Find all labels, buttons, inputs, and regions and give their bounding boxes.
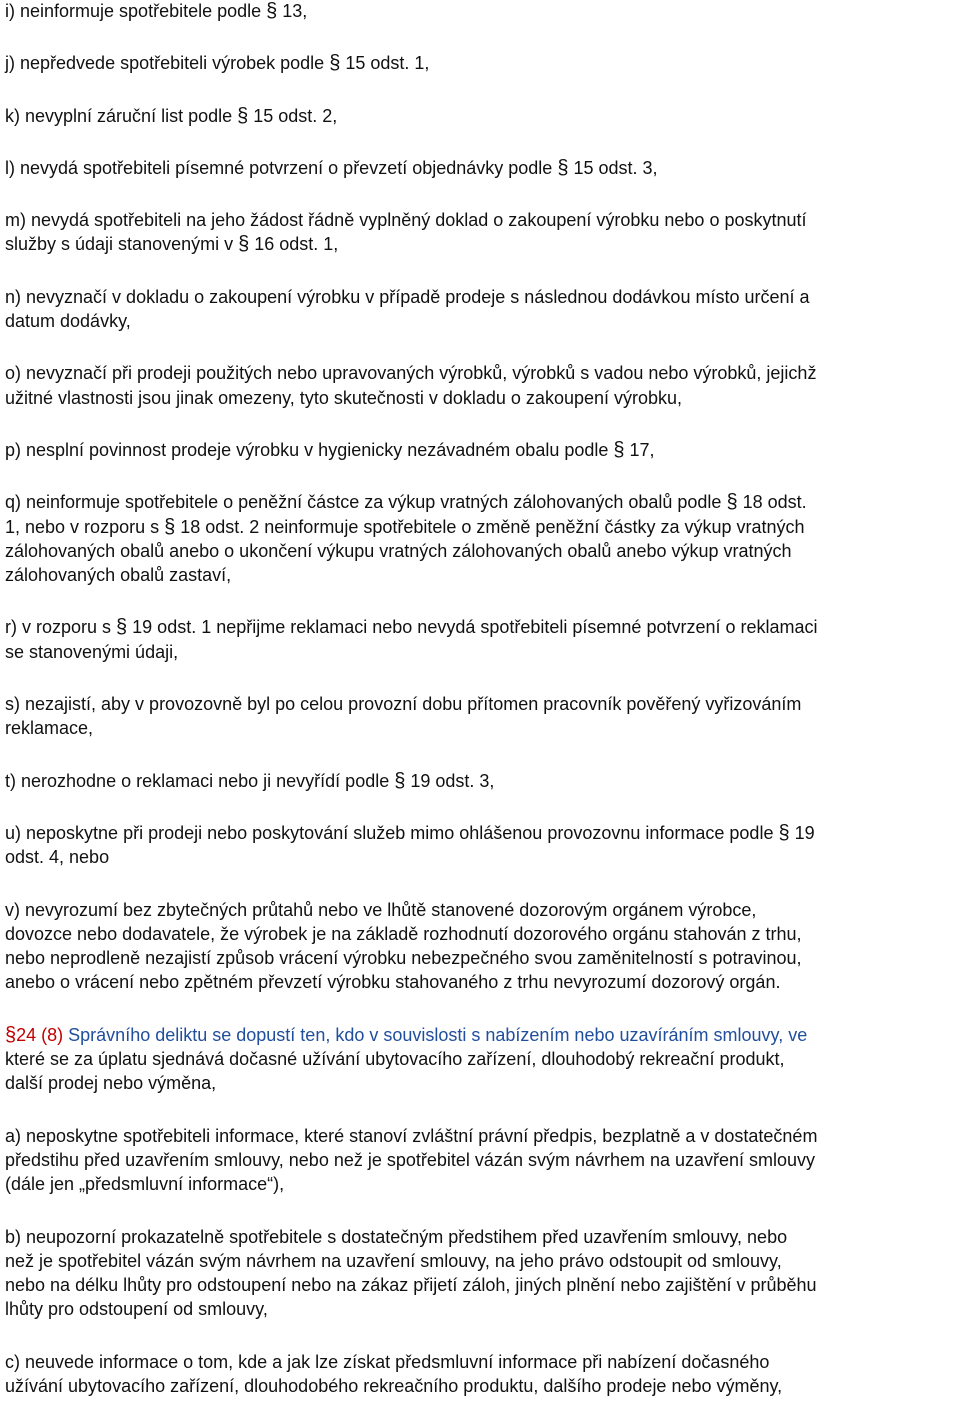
item-a-line: předstihu před uzavřením smlouvy, nebo než je spotřebitel vázán svým návrhem na uzavření smlouvy — [5, 1149, 816, 1170]
item-t-ref: 19 odst. 3, — [405, 770, 495, 791]
item-q-line — [5, 515, 957, 539]
item-m-line — [5, 232, 957, 256]
item-a-line: a) neposkytne spotřebiteli informace, které stanoví zvláštní právní předpis, bezplatně a v dostatečném — [5, 1125, 818, 1146]
section-sign: § — [237, 104, 249, 127]
section-sign: § — [238, 233, 250, 256]
item-k-text: k) nevyplní záruční list podle — [5, 105, 238, 126]
item-p-ref: 17, — [624, 439, 655, 460]
item-s-line: reklamace, — [5, 718, 94, 739]
item-i — [5, 0, 957, 23]
document-page — [5, 0, 957, 1398]
item-t-text: t) nerozhodne o reklamaci nebo ji nevyřídí podle — [5, 770, 395, 791]
item-q-text: 1, nebo v rozporu s — [5, 516, 165, 537]
item-u-text: u) neposkytne při prodeji nebo poskytování služeb mimo ohlášenou provozovnu informace podle — [5, 822, 779, 843]
item-l-ref: 15 odst. 3, — [568, 157, 658, 178]
item-r-line — [5, 615, 957, 639]
item-o — [5, 361, 957, 410]
item-n-line: n) nevyznačí v dokladu o zakoupení výrobku v případě prodeje s následnou dodávkou místo určení a — [5, 286, 810, 307]
item-j-text: j) nepředvede spotřebiteli výrobek podle — [5, 53, 330, 74]
item-c — [5, 1350, 957, 1399]
item-j — [5, 51, 957, 75]
item-a-line: (dále jen „předsmluvní informace“), — [5, 1174, 285, 1195]
item-l — [5, 156, 957, 180]
item-m-ref: 16 odst. 1, — [249, 234, 339, 255]
item-o-line: užitné vlastnosti jsou jinak omezeny, tyto skutečnosti v dokladu o zakoupení výrobku, — [5, 387, 683, 408]
item-v-line: anebo o vrácení nebo zpětném převzetí výrobku stahovaného z trhu nevyrozumí dozorový orgán. — [5, 972, 781, 993]
item-m — [5, 208, 957, 257]
item-b — [5, 1225, 957, 1322]
item-o-line: o) nevyznačí při prodeji použitých nebo upravovaných výrobků, výrobků s vadou nebo výrobků, jejichž — [5, 363, 817, 384]
item-v — [5, 898, 957, 995]
item-n — [5, 285, 957, 334]
item-u-line: odst. 4, nebo — [5, 847, 110, 868]
item-q-line — [5, 490, 957, 514]
item-s-line: s) nezajistí, aby v provozovně byl po celou provozní dobu přítomen pracovník pověřený vyřizováním — [5, 694, 802, 715]
item-c-line: užívání ubytovacího zařízení, dlouhodobého rekreačního produktu, dalšího prodeje nebo výměny, — [5, 1375, 783, 1396]
paragraph-24-text: Správního deliktu se dopustí ten, kdo v souvislosti s nabízením nebo uzavíráním smlouvy, ve — [63, 1024, 808, 1045]
item-j-ref: 15 odst. 1, — [340, 53, 430, 74]
item-u — [5, 821, 957, 870]
item-r-ref: 19 odst. 1 nepřijme reklamaci nebo nevydá spotřebiteli písemné potvrzení o reklamaci — [127, 617, 818, 638]
item-q-line: zálohovaných obalů anebo o ukončení výkupu vratných zálohovaných obalů anebo výkup vratných — [5, 540, 792, 561]
item-v-line: v) nevyrozumí bez zbytečných průtahů nebo ve lhůtě stanovené dozorovým orgánem výrobce, — [5, 899, 757, 920]
section-sign: § — [778, 821, 790, 844]
item-b-line: b) neupozorní prokazatelně spotřebitele s dostatečným předstihem před uzavřením smlouvy, nebo — [5, 1226, 788, 1247]
item-u-line — [5, 821, 957, 845]
item-k — [5, 104, 957, 128]
item-u-ref: 19 — [789, 822, 815, 843]
item-b-line: lhůty pro odstoupení od smlouvy, — [5, 1299, 268, 1320]
item-q-ref: 18 odst. — [737, 492, 807, 513]
item-a — [5, 1124, 957, 1197]
item-q-ref: 18 odst. 2 neinformuje spotřebitele o změně peněžní částky za výkup vratných — [175, 516, 805, 537]
paragraph-24-line — [5, 1023, 957, 1047]
item-p-text: p) nesplní povinnost prodeje výrobku v hygienicky nezávadném obalu podle — [5, 439, 614, 460]
item-t — [5, 769, 957, 793]
item-l-text: l) nevydá spotřebiteli písemné potvrzení o převzetí objednávky podle — [5, 157, 558, 178]
item-i-text: i) neinformuje spotřebitele podle — [5, 1, 267, 21]
item-v-line: nebo neprodleně nezajistí způsob vrácení výrobku nebezpečného svou zaměnitelností s potravinou, — [5, 948, 802, 969]
item-r-text: r) v rozporu s — [5, 617, 117, 638]
item-v-line: dovozce nebo dodavatele, že výrobek je na základě rozhodnutí dozorového orgánu stahován z trhu, — [5, 923, 802, 944]
item-k-ref: 15 odst. 2, — [248, 105, 338, 126]
paragraph-24 — [5, 1023, 957, 1096]
section-sign: § — [329, 52, 341, 75]
item-q — [5, 490, 957, 587]
item-n-line: datum dodávky, — [5, 311, 131, 332]
section-sign: § — [394, 769, 406, 792]
paragraph-24-line: další prodej nebo výměna, — [5, 1073, 217, 1094]
item-c-line: c) neuvede informace o tom, kde a jak lze získat předsmluvní informace při nabízení dočasného — [5, 1351, 770, 1372]
item-r-line: se stanovenými údaji, — [5, 641, 179, 662]
section-sign: § — [164, 515, 176, 538]
section-sign: § — [726, 491, 738, 514]
item-q-text: q) neinformuje spotřebitele o peněžní částce za výkup vratných zálohovaných obalů podle — [5, 492, 727, 513]
section-sign: § — [116, 616, 128, 639]
section-sign: § — [557, 156, 569, 179]
section-sign: § — [266, 0, 278, 22]
section-sign: § — [613, 438, 625, 461]
item-q-line: zálohovaných obalů zastaví, — [5, 565, 232, 586]
item-i-ref: 13, — [277, 1, 308, 21]
item-b-line: než je spotřebitel vázán svým návrhem na uzavření smlouvy, na jeho právo odstoupit od smlouvy, — [5, 1250, 782, 1271]
item-s — [5, 692, 957, 741]
section-sign: § — [5, 1023, 17, 1046]
section-link-24[interactable]: 24 (8) — [16, 1024, 64, 1045]
paragraph-24-line: které se za úplatu sjednává dočasné užívání ubytovacího zařízení, dlouhodobý rekreační produkt, — [5, 1049, 785, 1070]
item-r — [5, 615, 957, 664]
item-b-line: nebo na délku lhůty pro odstoupení nebo na zákaz přijetí záloh, jiných plnění nebo zajištění v průběhu — [5, 1275, 817, 1296]
item-m-line: m) nevydá spotřebiteli na jeho žádost řádně vyplněný doklad o zakoupení výrobku nebo o poskytnutí — [5, 210, 807, 231]
item-p — [5, 438, 957, 462]
item-m-text: služby s údaji stanovenými v — [5, 234, 239, 255]
